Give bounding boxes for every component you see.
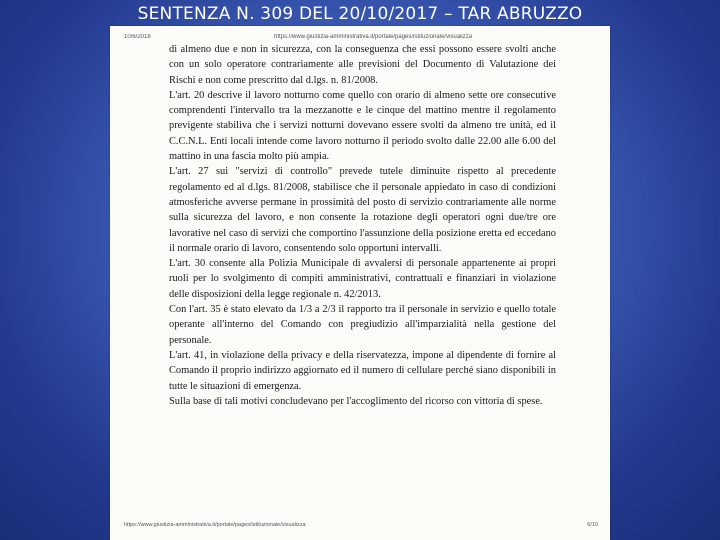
document-page-image xyxy=(110,26,610,540)
header-date: 10/6/2018 xyxy=(124,34,151,40)
document-footer xyxy=(124,522,598,532)
slide-title: SENTENZA N. 309 DEL 20/10/2017 – TAR ABRUZZO xyxy=(137,4,583,24)
document-body xyxy=(169,42,556,409)
header-url: https://www.giustizia-amministrativa.it/portale/pages/istituzionale/visualizza xyxy=(274,34,473,40)
paragraph: L'art. 20 descrive il lavoro notturno come quello con orario di almeno sette ore consecutive comprendenti l'intervallo tra la mezzanotte e le cinque del mattino mentre il regolamento previgente stabiliva che i servizi notturni dovevano essere svolti da almeno tre unità, ed il C.C.N.L. Enti locali intende come lavoro notturno il periodo svolto dalle 22.00 alle 6.00 del mattino in una fascia molto più ampia. xyxy=(169,89,556,163)
paragraph: Con l'art. 35 è stato elevato da 1/3 a 2/3 il rapporto tra il personale in servizio e quello totale operante all'interno del Comando con pregiudizio all'imparzialità nella gestione del personale. xyxy=(169,304,556,346)
page-number: 6/10 xyxy=(587,522,598,528)
paragraph: di almeno due e non in sicurezza, con la conseguenza che essi possono essere svolti anche con un solo operatore contrariamente alle previsioni del Documento di Valutazione dei Rischi e non come prescritto dal d.lgs. n. 81/2008. xyxy=(169,44,556,86)
paragraph: L'art. 30 consente alla Polizia Municipale di avvalersi di personale appartenente ai propri ruoli per lo svolgimento di compiti amministrativi, contrattuali e finanziari in violazione delle disposizioni della legge regionale n. 42/2013. xyxy=(169,258,556,300)
paragraph: L'art. 41, in violazione della privacy e della riservatezza, impone al dipendente di fornire al Comando il proprio indirizzo aggiornato ed il numero di cellulare perché siano disponibili in tutte le situazioni di emergenza. xyxy=(169,349,556,392)
paragraph: L'art. 27 sui "servizi di controllo" prevede tutele diminuite rispetto al precedente regolamento ed al d.lgs. 81/2008, stabilisce che il personale appiedato in caso di condizioni atmosferiche avverse permane in prossimità del posto di servizio contrariamente alle norme sulla sicurezza del lavoro, e non consente la rotazione degli operatori ogni due/tre ore lavorative nel caso di servizi che comportino l'assunzione della posizione eretta ed eccedano il normale orario di lavoro, consentendo solo opportuni intervalli. xyxy=(169,166,556,254)
footer-url: https://www.giustizia-amministrativa.it/portale/pages/istituzionale/visualizza xyxy=(124,522,306,528)
paragraph: Sulla base di tali motivi concludevano per l'accoglimento del ricorso con vittoria di spese. xyxy=(169,395,543,407)
